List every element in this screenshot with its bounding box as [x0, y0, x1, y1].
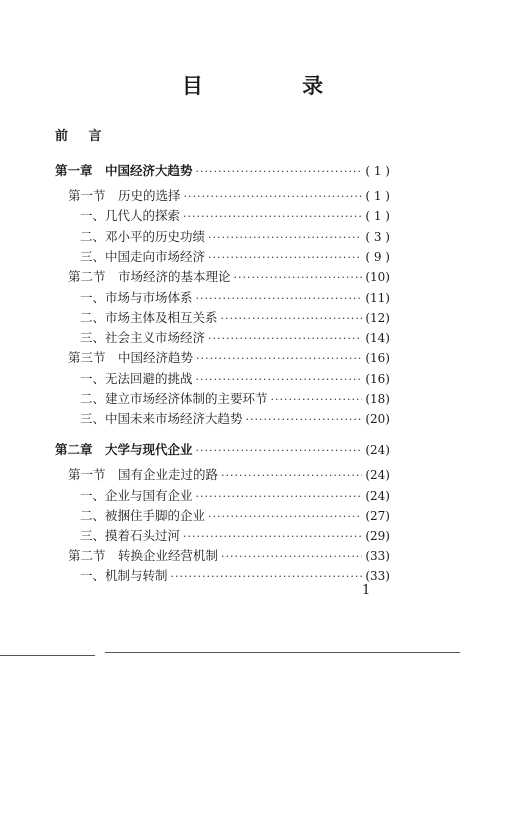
toc-entry-section [68, 349, 390, 367]
dot-leader [196, 350, 362, 368]
dot-leader [271, 391, 363, 409]
bottom-rule-right [105, 652, 460, 653]
toc-entry-label: 第二节 转换企业经营机制 [68, 548, 219, 563]
toc-entry-page: ( 1 ) [365, 209, 390, 223]
toc-entry-label: 一、机制与转制 [80, 568, 168, 583]
toc-entry-label: 第一章 中国经济大趋势 [55, 163, 193, 178]
page-title: 目 录 [181, 74, 370, 98]
toc-entry-page: (16) [365, 372, 390, 386]
dot-leader [183, 528, 362, 546]
toc-entry-label: 二、邓小平的历史功绩 [80, 229, 206, 244]
toc-entry-page: (10) [365, 270, 390, 284]
toc-entry-label: 三、社会主义市场经济 [80, 330, 206, 345]
toc-entry-label: 第二章 大学与现代企业 [55, 442, 193, 457]
dot-leader [208, 229, 362, 247]
toc-entry-page: (24) [365, 489, 390, 503]
dot-leader [208, 249, 362, 267]
dot-leader [221, 310, 363, 328]
page-number: 1 [362, 583, 371, 598]
toc-entry-label: 二、被捆住手脚的企业 [80, 508, 206, 523]
toc-entry-item [80, 410, 390, 428]
toc-entry-page: (12) [365, 311, 390, 325]
toc-entry-label: 二、市场主体及相互关系 [80, 310, 218, 325]
toc-entry-label: 一、企业与国有企业 [80, 488, 193, 503]
toc-entry-page: ( 1 ) [365, 164, 390, 178]
toc-entry-page: (16) [365, 351, 390, 365]
dot-leader [221, 548, 362, 566]
toc-entry-page: (11) [365, 291, 390, 305]
dot-leader [246, 411, 363, 429]
toc-entry-item [80, 567, 390, 585]
toc-entry-label: 第二节 市场经济的基本理论 [68, 269, 231, 284]
toc-entry-label: 一、几代人的探索 [80, 208, 181, 223]
bottom-rule-left [0, 655, 95, 656]
toc-entry-item [80, 309, 390, 327]
toc-entry-page: (24) [365, 468, 390, 482]
toc-entry-page: (24) [365, 443, 390, 457]
toc-entry-chapter [55, 162, 390, 180]
dot-leader [183, 208, 362, 226]
toc-entry-page: (18) [365, 392, 390, 406]
dot-leader [171, 568, 363, 586]
toc-entry-item [80, 370, 390, 388]
dot-leader [208, 330, 362, 348]
toc-entry-item [80, 289, 390, 307]
toc-entry-page: (27) [365, 509, 390, 523]
toc-entry-item [80, 390, 390, 408]
toc-entry-label: 第一节 国有企业走过的路 [68, 467, 219, 482]
dot-leader [196, 163, 363, 181]
toc-entry-item [80, 248, 390, 266]
toc-entry-item [80, 329, 390, 347]
dot-leader [196, 371, 363, 389]
preface-heading: 前 言 [55, 129, 110, 144]
toc-entry-label: 三、中国走向市场经济 [80, 249, 206, 264]
toc-entry-page: (29) [365, 529, 390, 543]
toc-entry-label: 一、无法回避的挑战 [80, 371, 193, 386]
toc-entry-item [80, 507, 390, 525]
toc-entry-page: ( 9 ) [365, 250, 390, 264]
toc-entry-item [80, 487, 390, 505]
toc-entry-item [80, 228, 390, 246]
dot-leader [196, 442, 363, 460]
dot-leader [196, 290, 363, 308]
dot-leader [234, 269, 363, 287]
toc-entry-page: (14) [365, 331, 390, 345]
toc-entry-label: 三、摸着石头过河 [80, 528, 181, 543]
dot-leader [208, 508, 362, 526]
toc-entry-label: 一、市场与市场体系 [80, 290, 193, 305]
toc-entry-label: 第三节 中国经济趋势 [68, 350, 194, 365]
toc-entry-chapter [55, 441, 390, 459]
toc-entry-section [68, 187, 390, 205]
toc-entry-item [80, 207, 390, 225]
dot-leader [221, 467, 362, 485]
toc-entry-section [68, 547, 390, 565]
toc-entry-item [80, 527, 390, 545]
toc-entry-page: ( 3 ) [365, 230, 390, 244]
toc-entry-label: 二、建立市场经济体制的主要环节 [80, 391, 268, 406]
toc-entry-label: 第一节 历史的选择 [68, 188, 181, 203]
dot-leader [196, 488, 363, 506]
toc-entry-section [68, 466, 390, 484]
toc-entry-section [68, 268, 390, 286]
dot-leader [184, 188, 363, 206]
toc-entry-page: ( 1 ) [365, 189, 390, 203]
toc-entry-page: (20) [365, 412, 390, 426]
toc-entry-label: 三、中国未来市场经济大趋势 [80, 411, 243, 426]
toc-entry-page: (33) [365, 569, 390, 583]
toc-entry-page: (33) [365, 549, 390, 563]
